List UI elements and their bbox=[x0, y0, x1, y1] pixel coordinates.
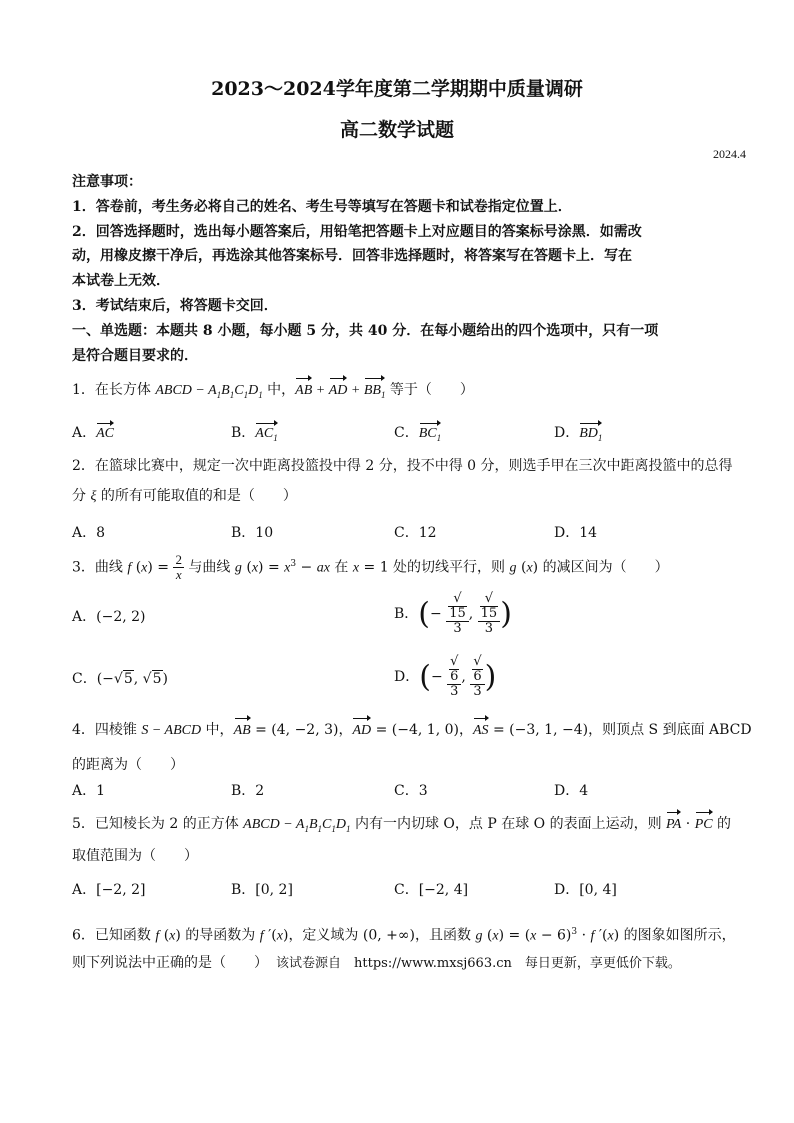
section-1-heading: 一、单选题：本题共 8 小题，每小题 5 分，共 40 分．在每小题给出的四个选项中，只有一项 bbox=[72, 323, 659, 339]
source-watermark: 该试卷源自 https://www.mxsj663.cn 每日更新，享更低价下载。 bbox=[276, 956, 681, 971]
q1-text-post: 等于（ ） bbox=[385, 382, 474, 398]
q1-text-mid: 中， bbox=[262, 382, 296, 398]
q1-option-a[interactable]: A．AC bbox=[72, 425, 115, 441]
q3-option-b[interactable]: B．(− √ 15 3 , √ 15 3 ) bbox=[394, 591, 512, 636]
q5-option-b[interactable]: B．[0, 2] bbox=[231, 882, 293, 898]
question-4-line-2: 的距离为（ ） bbox=[72, 757, 184, 773]
notice-item-1: 1．答卷前，考生务必将自己的姓名、考生号等填写在答题卡和试卷指定位置上． bbox=[72, 199, 572, 215]
section-1-heading-cont: 是符合题目要求的． bbox=[72, 348, 198, 364]
q1-solid-expr: ABCD − $A_1B_1C_1D_1$ bbox=[155, 383, 263, 400]
q5-option-a[interactable]: A．[−2, 2] bbox=[72, 882, 146, 898]
q1-option-b[interactable]: B．$AC_1$ bbox=[231, 425, 278, 443]
question-5: 5．已知棱长为 2 的正方体 ABCD − $A_1B_1C_1D_1$ 内有一内切球 O，点 P 在球 O 的表面上运动，则 PA · PC 的 bbox=[72, 816, 732, 834]
q4-option-b[interactable]: B．2 bbox=[231, 783, 265, 799]
notice-item-3: 3．考试结束后，将答题卡交回． bbox=[72, 298, 278, 314]
q1-text-pre: 1．在长方体 bbox=[72, 382, 156, 398]
q3-option-a[interactable]: A．(−2, 2) bbox=[72, 609, 146, 625]
question-4: 4．四棱锥 S − ABCD 中，AB = (4, −2, 3)，AD = (−4, 1, 0)，AS = (−3, 1, −4)，则顶点 S 到底面 ABCD bbox=[72, 720, 732, 741]
q5-option-c[interactable]: C．[−2, 4] bbox=[394, 882, 469, 898]
q4-option-d[interactable]: D．4 bbox=[554, 783, 589, 799]
q5-option-d[interactable]: D．[0, 4] bbox=[554, 882, 617, 898]
q3-option-c[interactable]: C．(−√5, √5) bbox=[72, 671, 168, 687]
question-5-line-2: 取值范围为（ ） bbox=[72, 848, 198, 864]
exam-subtitle: 高二数学试题 bbox=[339, 119, 454, 141]
exam-date: 2024.4 bbox=[713, 147, 746, 161]
q2-option-a[interactable]: A．8 bbox=[72, 525, 106, 541]
q4-option-c[interactable]: C．3 bbox=[394, 783, 428, 799]
notice-heading: 注意事项： bbox=[72, 174, 142, 190]
exam-title: 2023～2024学年度第二学期期中质量调研 bbox=[211, 78, 583, 100]
q2-option-b[interactable]: B．10 bbox=[231, 525, 274, 541]
q1-option-c[interactable]: C．$BC_1$ bbox=[394, 425, 442, 443]
q3-option-d[interactable]: D．(− √ 6 3 , √ 6 3 ) bbox=[394, 654, 497, 699]
q1-option-d[interactable]: D．$BD_1$ bbox=[554, 425, 603, 443]
q1-vector-expr: AB + AD + $BB_1$ bbox=[295, 383, 385, 398]
question-6-line-2: 则下列说法中正确的是（ ） 该试卷源自 https://www.mxsj663.cn 每日更新，享更低价下载。 bbox=[72, 955, 681, 971]
notice-item-2-line-2: 动，用橡皮擦干净后，再选涂其他答案标号．回答非选择题时，将答案写在答题卡上．写在 bbox=[72, 248, 632, 264]
notice-item-2-line-3: 本试卷上无效． bbox=[72, 273, 170, 289]
question-2-line-1: 2．在篮球比赛中，规定一次中距离投篮投中得 2 分，投不中得 0 分，则选手甲在三次中距离投篮中的总得 bbox=[72, 458, 733, 474]
notice-item-2-line-1: 2．回答选择题时，选出每小题答案后，用铅笔把答题卡上对应题目的答案标号涂黑．如需改 bbox=[72, 224, 642, 240]
question-6: 6．已知函数 f (x) 的导函数为 f ′(x)，定义域为 (0, +∞)，且函数 g $(x) = (x - 6)^3 \cdot f$ ′(x) 的图象如图所示， bbox=[72, 927, 736, 944]
q2-option-d[interactable]: D．14 bbox=[554, 525, 598, 541]
question-2-line-2: 分 ξ 的所有可能取值的和是（ ） bbox=[72, 488, 297, 504]
q4-option-a[interactable]: A．1 bbox=[72, 783, 106, 799]
question-3: 3．曲线 f (x) = $\frac{2}{x}$ 与曲线 g $(x) = x^3$ − ax 在 x = 1 处的切线平行，则 g (x) 的减区间为（ ） bbox=[72, 552, 669, 583]
q2-option-c[interactable]: C．12 bbox=[394, 525, 437, 541]
question-1 bbox=[72, 380, 732, 405]
